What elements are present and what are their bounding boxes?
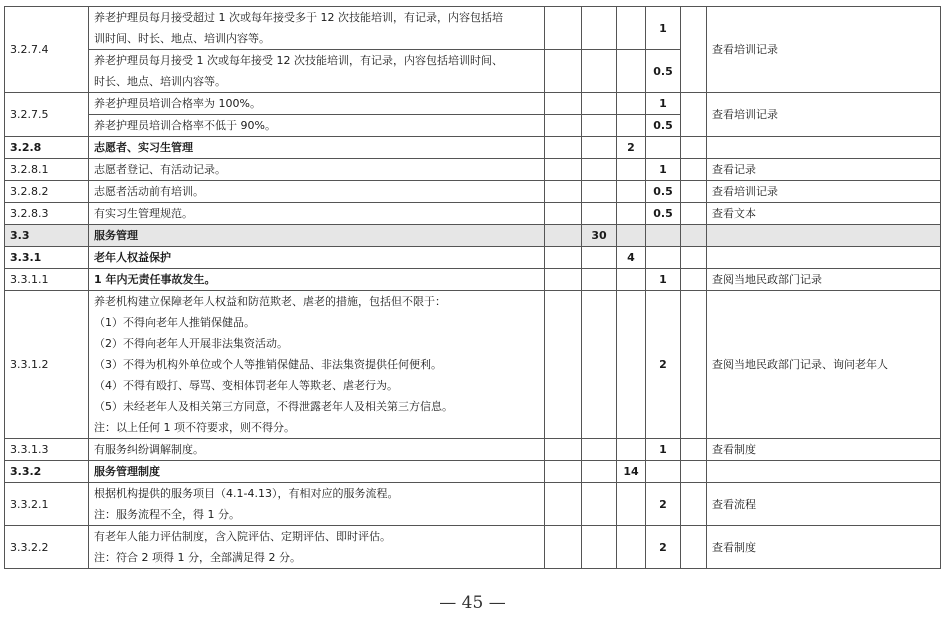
- item-text-line: 根据机构提供的服务项目（4.1-4.13），有相对应的服务流程。: [94, 487, 399, 500]
- check-method: [707, 225, 941, 247]
- page-number: — 45 —: [439, 593, 506, 613]
- score-cell: [582, 181, 617, 203]
- score-cell: [617, 93, 646, 115]
- score-cell: 1: [646, 7, 681, 50]
- score-cell: [617, 50, 646, 93]
- score-cell: [617, 181, 646, 203]
- score-cell: [545, 159, 582, 181]
- score-cell: 2: [617, 137, 646, 159]
- item-code: 3.2.7.4: [5, 7, 89, 93]
- item-text-line: 老年人权益保护: [94, 251, 171, 264]
- item-text-line: 养老护理员每月接受 1 次或每年接受 12 次技能培训，有记录，内容包括培训时间、: [94, 54, 503, 67]
- item-text-line: 养老护理员每月接受超过 1 次或每年接受多于 12 次技能培训，有记录，内容包括培: [94, 11, 503, 24]
- item-text-line: 时长、地点、培训内容等。: [94, 75, 226, 88]
- table-row: [5, 269, 941, 291]
- check-method: 查看流程: [707, 483, 941, 526]
- score-cell: [681, 439, 707, 461]
- score-cell: [545, 439, 582, 461]
- check-method: [707, 247, 941, 269]
- score-cell: [617, 203, 646, 225]
- item-description: [89, 225, 545, 247]
- item-text-line: 服务管理制度: [94, 465, 160, 478]
- check-method: 查看培训记录: [707, 7, 941, 93]
- item-description: [89, 115, 545, 137]
- check-method: 查看培训记录: [707, 181, 941, 203]
- score-cell: [545, 225, 582, 247]
- table-row: [5, 7, 941, 50]
- table-row: [5, 483, 941, 526]
- score-cell: 1: [646, 93, 681, 115]
- item-text-line: 养老机构建立保障老年人权益和防范欺老、虐老的措施，包括但不限于：: [94, 295, 446, 308]
- score-cell: [617, 526, 646, 569]
- score-cell: [681, 203, 707, 225]
- item-description: [89, 137, 545, 159]
- score-cell: [545, 137, 582, 159]
- score-cell: [582, 247, 617, 269]
- score-cell: 2: [646, 483, 681, 526]
- item-text-line: 志愿者登记、有活动记录。: [94, 163, 226, 176]
- table-row: [5, 439, 941, 461]
- item-description: [89, 526, 545, 569]
- score-cell: [582, 483, 617, 526]
- score-cell: [646, 137, 681, 159]
- score-cell: 30: [582, 225, 617, 247]
- score-cell: 0.5: [646, 203, 681, 225]
- score-cell: [681, 93, 707, 137]
- check-method: 查看培训记录: [707, 93, 941, 137]
- item-text-line: 养老护理员培训合格率不低于 90%。: [94, 119, 276, 132]
- score-cell: [617, 159, 646, 181]
- item-text-line: 志愿者、实习生管理: [94, 141, 193, 154]
- score-cell: [681, 461, 707, 483]
- score-cell: [582, 115, 617, 137]
- item-text-line: （4）不得有殴打、辱骂、变相体罚老年人等欺老、虐老行为。: [94, 379, 398, 392]
- item-text-line: 注：服务流程不全，得 1 分。: [94, 508, 240, 521]
- score-cell: [617, 439, 646, 461]
- score-cell: 0.5: [646, 181, 681, 203]
- score-cell: [582, 461, 617, 483]
- score-cell: [681, 269, 707, 291]
- item-code: 3.2.8: [5, 137, 89, 159]
- item-code: 3.3.2: [5, 461, 89, 483]
- score-cell: [646, 225, 681, 247]
- score-cell: [582, 137, 617, 159]
- item-code: 3.3.1.3: [5, 439, 89, 461]
- check-method: [707, 461, 941, 483]
- score-cell: [582, 93, 617, 115]
- score-cell: [582, 291, 617, 439]
- item-code: 3.2.7.5: [5, 93, 89, 137]
- item-code: 3.2.8.2: [5, 181, 89, 203]
- score-cell: [617, 115, 646, 137]
- score-cell: 2: [646, 526, 681, 569]
- score-cell: [545, 181, 582, 203]
- score-cell: [617, 483, 646, 526]
- item-code: 3.3.1.1: [5, 269, 89, 291]
- section-row: [5, 225, 941, 247]
- score-cell: [681, 159, 707, 181]
- item-code: 3.3.1.2: [5, 291, 89, 439]
- item-text-line: 有老年人能力评估制度，含入院评估、定期评估、即时评估。: [94, 530, 391, 543]
- item-text-line: 注：以上任何 1 项不符要求，则不得分。: [94, 421, 295, 434]
- item-text-line: 1 年内无责任事故发生。: [94, 273, 216, 286]
- item-description: [89, 439, 545, 461]
- table-row: [5, 203, 941, 225]
- item-text-line: （2）不得向老年人开展非法集资活动。: [94, 337, 288, 350]
- score-cell: [545, 247, 582, 269]
- table-row: [5, 291, 941, 439]
- item-text-line: 训时间、时长、地点、培训内容等。: [94, 32, 270, 45]
- score-cell: [545, 115, 582, 137]
- score-cell: [582, 7, 617, 50]
- check-method: 查看记录: [707, 159, 941, 181]
- item-description: [89, 247, 545, 269]
- item-text-line: 有实习生管理规范。: [94, 207, 193, 220]
- score-cell: [545, 461, 582, 483]
- item-description: [89, 159, 545, 181]
- score-cell: 4: [617, 247, 646, 269]
- table-row: [5, 93, 941, 115]
- item-description: [89, 269, 545, 291]
- item-text-line: （5）未经老年人及相关第三方同意，不得泄露老年人及相关第三方信息。: [94, 400, 453, 413]
- score-cell: 1: [646, 269, 681, 291]
- item-code: 3.3: [5, 225, 89, 247]
- table-row: [5, 461, 941, 483]
- score-cell: 0.5: [646, 115, 681, 137]
- item-text-line: （1）不得向老年人推销保健品。: [94, 316, 255, 329]
- score-cell: [545, 526, 582, 569]
- score-cell: [646, 247, 681, 269]
- score-cell: [617, 7, 646, 50]
- score-cell: [617, 269, 646, 291]
- item-text-line: 注：符合 2 项得 1 分，全部满足得 2 分。: [94, 551, 301, 564]
- item-code: 3.3.2.1: [5, 483, 89, 526]
- score-cell: [646, 461, 681, 483]
- item-text-line: 有服务纠纷调解制度。: [94, 443, 204, 456]
- item-code: 3.3.1: [5, 247, 89, 269]
- item-text-line: 志愿者活动前有培训。: [94, 185, 204, 198]
- score-cell: 0.5: [646, 50, 681, 93]
- item-description: [89, 50, 545, 93]
- table-row: [5, 526, 941, 569]
- check-method: 查看制度: [707, 439, 941, 461]
- score-cell: [617, 291, 646, 439]
- item-description: [89, 203, 545, 225]
- table-row: [5, 181, 941, 203]
- score-cell: [545, 7, 582, 50]
- score-cell: [681, 526, 707, 569]
- score-cell: 2: [646, 291, 681, 439]
- item-text-line: （3）不得为机构外单位或个人等推销保健品、非法集资提供任何便利。: [94, 358, 442, 371]
- table-row: [5, 137, 941, 159]
- score-cell: [681, 483, 707, 526]
- item-description: [89, 7, 545, 50]
- score-cell: [582, 50, 617, 93]
- item-code: 3.2.8.1: [5, 159, 89, 181]
- item-description: [89, 483, 545, 526]
- score-cell: [545, 50, 582, 93]
- check-method: 查看制度: [707, 526, 941, 569]
- item-description: [89, 181, 545, 203]
- score-cell: 1: [646, 439, 681, 461]
- score-cell: [582, 439, 617, 461]
- score-cell: [681, 247, 707, 269]
- score-cell: [681, 137, 707, 159]
- table-row: [5, 159, 941, 181]
- item-description: [89, 461, 545, 483]
- item-text-line: 养老护理员培训合格率为 100%。: [94, 97, 261, 110]
- item-code: 3.2.8.3: [5, 203, 89, 225]
- item-code: 3.3.2.2: [5, 526, 89, 569]
- score-cell: [545, 203, 582, 225]
- score-cell: [545, 483, 582, 526]
- item-text-line: 服务管理: [94, 229, 138, 242]
- check-method: 查看文本: [707, 203, 941, 225]
- score-cell: [545, 93, 582, 115]
- score-cell: [681, 181, 707, 203]
- score-cell: [681, 291, 707, 439]
- table-row: [5, 247, 941, 269]
- score-cell: [681, 225, 707, 247]
- item-description: [89, 93, 545, 115]
- score-cell: [617, 225, 646, 247]
- score-cell: [681, 7, 707, 93]
- check-method: 查阅当地民政部门记录: [707, 269, 941, 291]
- score-cell: [582, 159, 617, 181]
- check-method: 查阅当地民政部门记录、询问老年人: [707, 291, 941, 439]
- score-cell: 14: [617, 461, 646, 483]
- check-method: [707, 137, 941, 159]
- score-cell: [545, 291, 582, 439]
- evaluation-table: [4, 6, 941, 569]
- score-cell: [582, 203, 617, 225]
- score-cell: 1: [646, 159, 681, 181]
- score-cell: [545, 269, 582, 291]
- score-cell: [582, 269, 617, 291]
- item-description: [89, 291, 545, 439]
- score-cell: [582, 526, 617, 569]
